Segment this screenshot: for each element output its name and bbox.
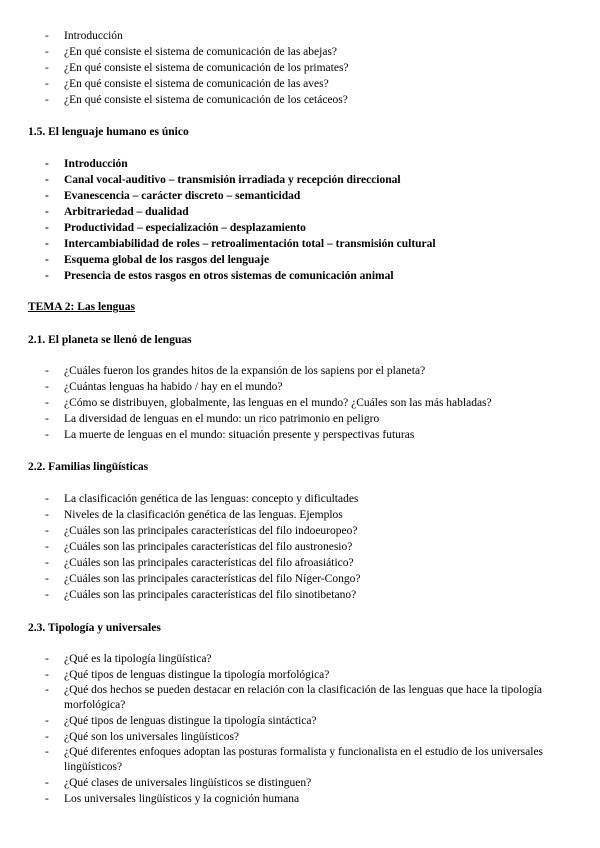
list-item: - Intercambiabilidad de roles – retroalimentación total – transmisión cultural <box>45 238 436 250</box>
list-item: - ¿Cuántas lenguas ha habido / hay en el mundo? <box>45 381 283 393</box>
list-item: - Introducción <box>45 30 123 42</box>
list-item: - ¿Cuáles son las principales características del filo Níger-Congo? <box>45 573 361 585</box>
section-heading-2-2: 2.2. Familias lingüísticas <box>28 461 149 473</box>
section-1-5-list <box>0 156 600 284</box>
list-item: - ¿Cómo se distribuyen, globalmente, las lenguas en el mundo? ¿Cuáles son las más habladas? <box>45 397 492 409</box>
list-item: - ¿Qué dos hechos se pueden destacar en relación con la clasificación de las lenguas que hace la tipología morfológica? <box>45 684 543 711</box>
section-heading-2-1: 2.1. El planeta se llenó de lenguas <box>28 334 192 346</box>
list-item: - ¿Qué clases de universales lingüísticos se distinguen? <box>45 777 312 789</box>
tema-2-heading: TEMA 2: Las lenguas <box>28 301 136 313</box>
section-heading-1-5: 1.5. El lenguaje humano es único <box>28 126 189 138</box>
list-item: - La clasificación genética de las lenguas: concepto y dificultades <box>45 493 359 505</box>
section-heading-2-3: 2.3. Tipología y universales <box>28 622 161 634</box>
list-item: - ¿Cuáles son las principales características del filo afroasiático? <box>45 557 354 569</box>
list-item: - ¿Qué son los universales lingüísticos? <box>45 731 240 743</box>
list-item: - Esquema global de los rasgos del lenguaje <box>45 254 270 266</box>
list-item: - ¿Cuáles son las principales características del filo austronesio? <box>45 541 353 553</box>
list-item: - ¿Cuáles son las principales características del filo sinotibetano? <box>45 589 357 601</box>
section-2-2-list <box>0 491 600 603</box>
list-item: - Presencia de estos rasgos en otros sistemas de comunicación animal <box>45 270 394 282</box>
list-item: - ¿Qué diferentes enfoques adoptan las posturas formalista y funcionalista en el estudio de los universales lingüísticos? <box>45 746 544 773</box>
list-item: - La diversidad de lenguas en el mundo: un rico patrimonio en peligro <box>45 413 380 425</box>
list-item: - ¿Qué tipos de lenguas distingue la tipología sintáctica? <box>45 715 317 727</box>
list-item: - ¿En qué consiste el sistema de comunicación de los primates? <box>45 62 349 74</box>
list-item: - Niveles de la clasificación genética de las lenguas. Ejemplos <box>45 509 343 521</box>
list-item: - Evanescencia – carácter discreto – semanticidad <box>45 190 301 202</box>
list-item: - La muerte de lenguas en el mundo: situación presente y perspectivas futuras <box>45 429 415 441</box>
list-item: - Introducción <box>45 158 128 170</box>
list-item: - ¿Cuáles son las principales características del filo indoeuropeo? <box>45 525 358 537</box>
list-item: - ¿En qué consiste el sistema de comunicación de los cetáceos? <box>45 94 348 106</box>
list-item: - Productividad – especialización – desplazamiento <box>45 222 306 234</box>
section-2-3-list <box>0 651 600 807</box>
list-item: - ¿Qué es la tipología lingüística? <box>45 653 212 665</box>
list-item: - Arbitrariedad – dualidad <box>45 206 189 218</box>
list-item: - Canal vocal-auditivo – transmisión irradiada y recepción direccional <box>45 174 401 186</box>
list-item: - ¿Cuáles fueron los grandes hitos de la expansión de los sapiens por el planeta? <box>45 365 426 377</box>
list-item: - ¿Qué tipos de lenguas distingue la tipología morfológica? <box>45 669 330 681</box>
list-item: - ¿En qué consiste el sistema de comunicación de las aves? <box>45 78 329 90</box>
section-2-1-list <box>0 363 600 443</box>
list-item: - ¿En qué consiste el sistema de comunicación de las abejas? <box>45 46 338 58</box>
list-item: - Los universales lingüísticos y la cognición humana <box>45 793 300 805</box>
intro-question-list <box>0 28 600 108</box>
